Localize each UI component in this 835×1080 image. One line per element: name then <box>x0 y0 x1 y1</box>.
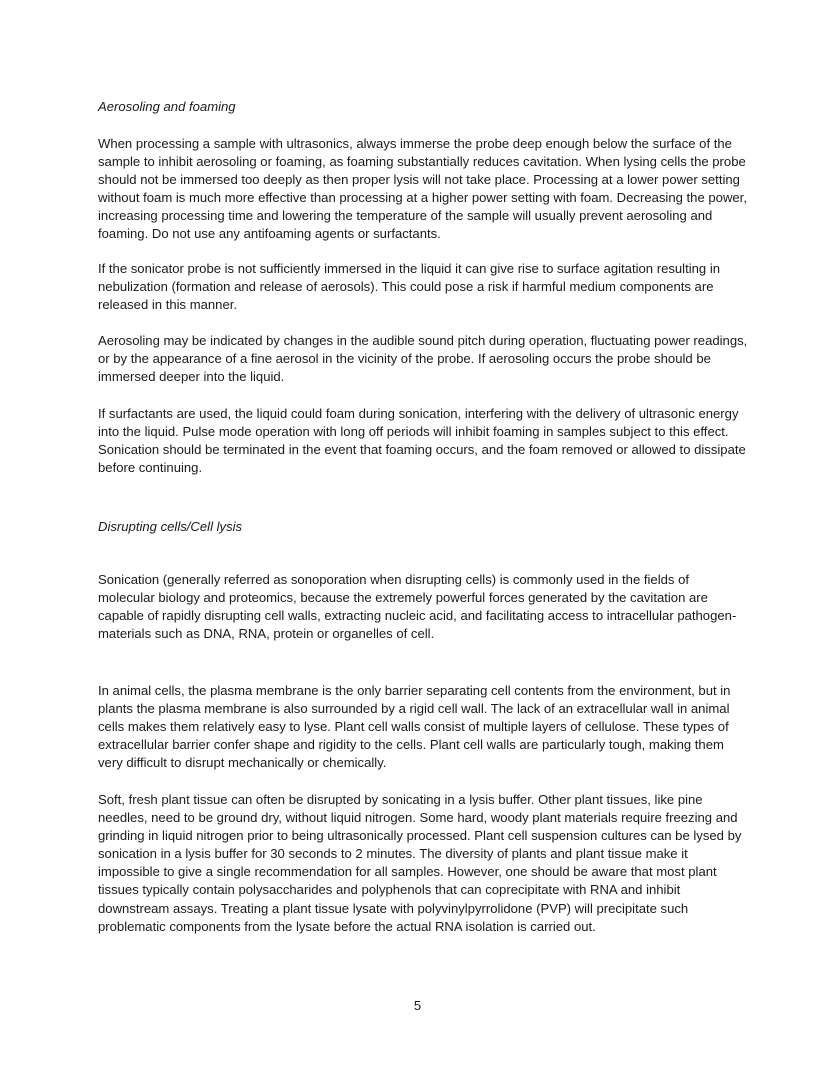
page-number: 5 <box>413 998 422 1013</box>
paragraph-lysis-2: In animal cells, the plasma membrane is the only barrier separating cell contents from the environment, but in plants the plasma membrane is also surrounded by a rigid cell wall. The lack of an extracellular wall in animal cells makes them relatively easy to lyse. Plant cell walls consist of multiple layers of cellulose. These types of extracellular barrier confer shape and rigidity to the cells. Plant cell walls are particularly tough, making them very difficult to disrupt mechanically or chemically. <box>98 683 731 771</box>
section-heading-disrupting: Disrupting cells/Cell lysis <box>98 519 243 534</box>
paragraph-aerosoling-3: Aerosoling may be indicated by changes in the audible sound pitch during operation, fluctuating power readings, or by the appearance of a fine aerosol in the vicinity of the probe. If aerosoling occurs the probe should be immersed deeper into the liquid. <box>98 333 748 385</box>
paragraph-aerosoling-2: If the sonicator probe is not sufficiently immersed in the liquid it can give rise to surface agitation resulting in nebulization (formation and release of aerosols). This could pose a risk if harmful medium components are released in this manner. <box>98 261 721 313</box>
section-heading-aerosoling: Aerosoling and foaming <box>98 99 236 114</box>
paragraph-aerosoling-1: When processing a sample with ultrasonics, always immerse the probe deep enough below the surface of the sample to inhibit aerosoling or foaming, as foaming substantially reduces cavitation. When lysing cells the probe should not be immersed too deeply as then proper lysis will not take place. Processing at a lower power setting without foam is much more effective than processing at a higher power setting with foam. Decreasing the power, increasing processing time and lowering the temperature of the sample will usually prevent aerosoling and foaming. Do not use any antifoaming agents or surfactants. <box>98 136 747 242</box>
paragraph-aerosoling-4: If surfactants are used, the liquid could foam during sonication, interfering with the delivery of ultrasonic energy into the liquid. Pulse mode operation with long off periods will inhibit foaming in samples subject to this effect. Sonication should be terminated in the event that foaming occurs, and the foam removed or allowed to dissipate before continuing. <box>98 406 746 476</box>
paragraph-lysis-3: Soft, fresh plant tissue can often be disrupted by sonicating in a lysis buffer. Other plant tissues, like pine needles, need to be ground dry, without liquid nitrogen. Some hard, woody plant materials require freezing and grinding in liquid nitrogen prior to being ultrasonically processed. Plant cell suspension cultures can be lysed by sonication in a lysis buffer for 30 seconds to 2 minutes. The diversity of plants and plant tissue make it impossible to give a single recommendation for all samples. However, one should be aware that most plant tissues typically contain polysaccharides and polyphenols that can coprecipitate with RNA and inhibit downstream assays. Treating a plant tissue lysate with polyvinylpyrrolidone (PVP) will precipitate such problematic components from the lysate before the actual RNA isolation is carried out. <box>98 792 742 934</box>
paragraph-lysis-1: Sonication (generally referred as sonoporation when disrupting cells) is commonly used in the fields of molecular biology and proteomics, because the extremely powerful forces generated by the cavitation are capable of rapidly disrupting cell walls, extracting nucleic acid, and facilitating access to intracellular pathogen-materials such as DNA, RNA, protein or organelles of cell. <box>98 572 737 642</box>
